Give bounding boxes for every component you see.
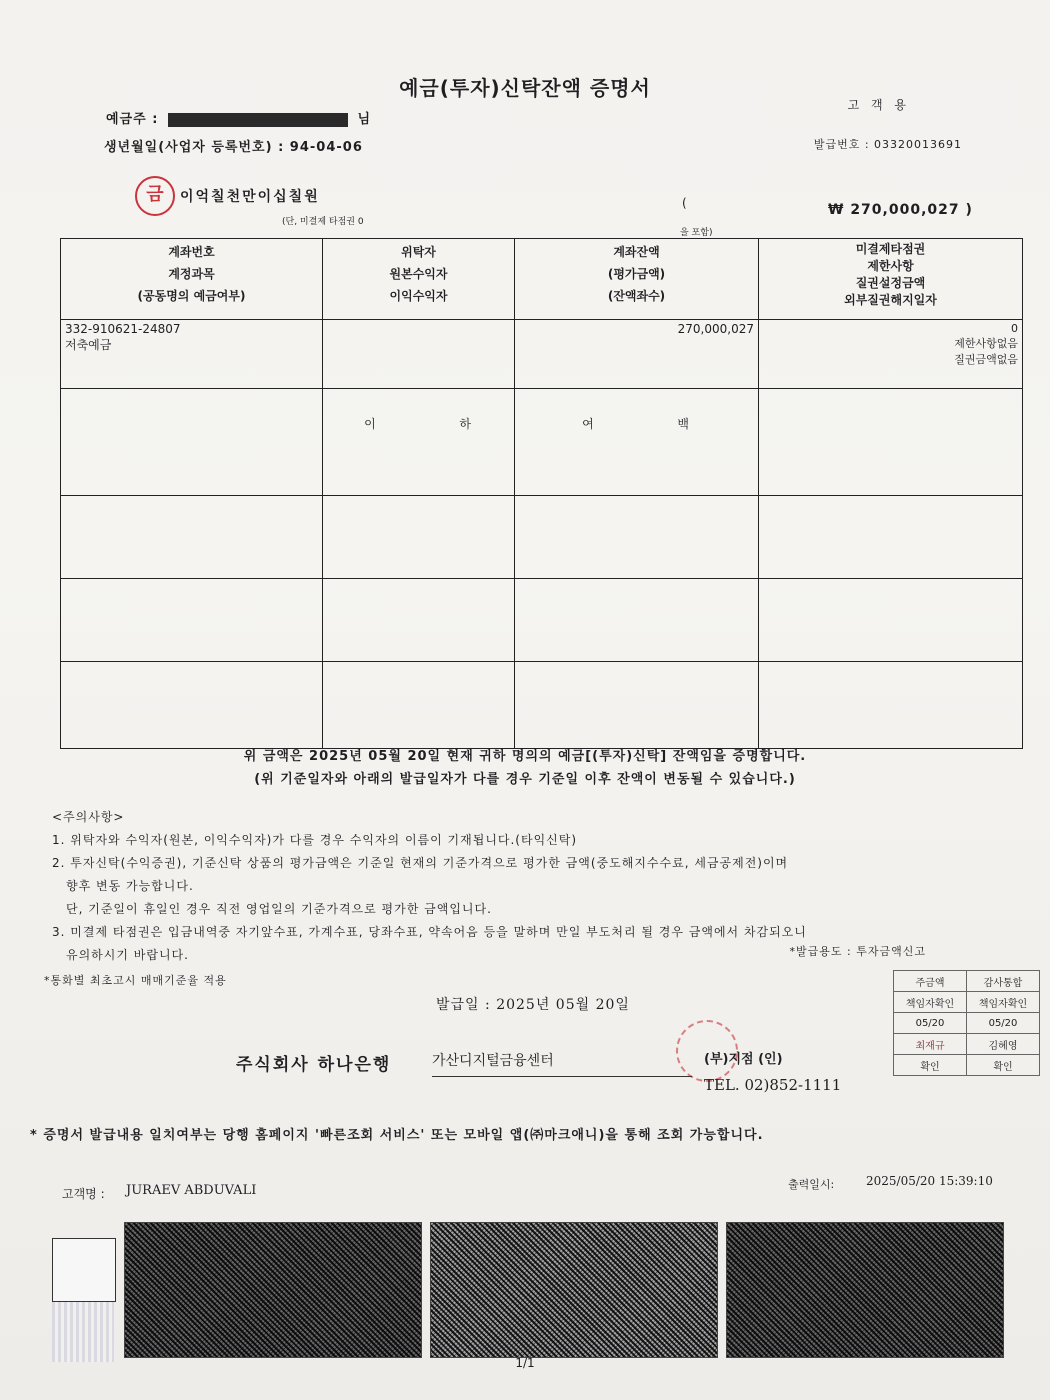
amount-seal-icon: 금 bbox=[135, 176, 175, 216]
document-title: 예금(투자)신탁잔액 증명서 bbox=[399, 76, 651, 100]
header-uncleared: 미결제타점권 제한사항 질권설정금액 외부질권해지일자 bbox=[759, 239, 1023, 320]
customer-name: JURAEV ABDUVALI bbox=[126, 1183, 257, 1198]
holder-suffix: 님 bbox=[357, 112, 372, 127]
note-item: 유의하시기 바랍니다. bbox=[66, 948, 189, 962]
table-header-row bbox=[61, 239, 1023, 320]
branch-tel: TEL. 02)852-1111 bbox=[704, 1076, 842, 1094]
holder-label: 예금주 : bbox=[106, 112, 159, 127]
amount-note: (단, 미결제 타점권 0 bbox=[282, 217, 364, 227]
table-row bbox=[61, 662, 1023, 749]
bank-name: 주식회사 하나은행 bbox=[236, 1055, 392, 1075]
blank-mark: 하 bbox=[459, 417, 473, 431]
restriction-value: 제한사항없음 bbox=[954, 337, 1018, 350]
header-trustor: 위탁자 원본수익자 이익수익자 bbox=[323, 239, 515, 320]
dob-line: 생년월일(사업자 등록번호) : 94-04-06 bbox=[104, 140, 363, 155]
approval-confirm: 확인 bbox=[894, 1055, 967, 1076]
uncleared-value: 0 bbox=[1011, 322, 1018, 335]
fx-note: *통화별 최초고시 매매기준율 적용 bbox=[44, 974, 227, 987]
table-row bbox=[61, 496, 1023, 579]
table-row bbox=[61, 579, 1023, 662]
note-item: 향후 변동 가능합니다. bbox=[66, 879, 194, 893]
blank-mark: 여 bbox=[582, 417, 596, 431]
verification-note: * 증명서 발급내용 일치여부는 당행 홈페이지 '빠른조회 서비스' 또는 모바일 앱(㈜마크애니)을 통해 조회 가능합니다. bbox=[30, 1128, 764, 1143]
uncleared-cell bbox=[759, 320, 1023, 389]
copy-type-label: 고 객 용 bbox=[847, 98, 910, 112]
table-row bbox=[61, 320, 1023, 389]
holder-line bbox=[106, 108, 371, 127]
approval-label: 감사통합 bbox=[967, 971, 1040, 992]
notes-section bbox=[52, 806, 807, 967]
approval-label: 책임자확인 bbox=[894, 992, 967, 1013]
header-account: 계좌번호 계정과목 (공동명의 예금여부) bbox=[61, 239, 323, 320]
blank-mark: 백 bbox=[677, 417, 691, 431]
security-code-1 bbox=[124, 1222, 422, 1358]
redacted-name bbox=[168, 113, 348, 127]
approver-name: 최재규 bbox=[894, 1034, 967, 1055]
print-time: 2025/05/20 15:39:10 bbox=[866, 1174, 993, 1188]
approval-box bbox=[893, 970, 1040, 1076]
qr-placeholder-icon bbox=[52, 1238, 116, 1302]
approval-confirm: 확인 bbox=[967, 1055, 1040, 1076]
branch-dept: (부)지점 (인) bbox=[704, 1052, 783, 1067]
approval-date: 05/20 bbox=[967, 1013, 1040, 1034]
security-code-2 bbox=[430, 1222, 718, 1358]
print-label: 출력일시: bbox=[788, 1178, 835, 1191]
security-code-3 bbox=[726, 1222, 1004, 1358]
notes-heading: <주의사항> bbox=[52, 810, 125, 824]
note-item: 단, 기준일이 휴일인 경우 직전 영업일의 기준가격으로 평가한 금액입니다. bbox=[66, 902, 492, 916]
balance-table bbox=[60, 238, 1023, 749]
certification-line-1: 위 금액은 2025년 05월 20일 현재 귀하 명의의 예금[(투자)신탁] 잔액임을 증명합니다. bbox=[243, 749, 807, 764]
blank-mark: 이 bbox=[364, 417, 378, 431]
issue-purpose: *발급용도 : 투자금액신고 bbox=[789, 945, 926, 958]
amount-note-end: 을 포함) bbox=[680, 228, 713, 238]
amount-paren: ( bbox=[682, 196, 687, 210]
approval-label: 주금액 bbox=[894, 971, 967, 992]
balance-cell bbox=[515, 320, 759, 389]
note-item: 1. 위탁자와 수익자(원본, 이익수익자)가 다를 경우 수익자의 이름이 기재됩니다.(타익신탁) bbox=[52, 833, 578, 847]
balance-value: 270,000,027 bbox=[677, 322, 754, 336]
approver-name: 김혜영 bbox=[967, 1034, 1040, 1055]
account-cell bbox=[61, 320, 323, 389]
table-row bbox=[61, 389, 1023, 496]
watermark-icon bbox=[52, 1302, 114, 1362]
note-item: 2. 투자신탁(수익증권), 기준신탁 상품의 평가금액은 기준일 현재의 기준가격으로 평가한 금액(중도해지수수료, 세금공제전)이며 bbox=[52, 856, 789, 870]
branch-name: 가산디지털금융센터 bbox=[432, 1050, 692, 1077]
issue-number: 발급번호 : 03320013691 bbox=[813, 138, 962, 151]
page-indicator: 1/1 bbox=[515, 1356, 535, 1370]
account-number: 332-910621-24807 bbox=[65, 322, 181, 336]
issue-date: 발급일 : 2025년 05월 20일 bbox=[436, 997, 630, 1013]
trustor-cell bbox=[323, 320, 515, 389]
account-type: 저축예금 bbox=[65, 338, 112, 352]
amount-number: ₩ 270,000,027 ) bbox=[828, 202, 973, 218]
header-balance: 계좌잔액 (평가금액) (잔액좌수) bbox=[515, 239, 759, 320]
approval-label: 책임자확인 bbox=[967, 992, 1040, 1013]
customer-label: 고객명 : bbox=[62, 1187, 105, 1201]
amount-korean: 이억칠천만이십칠원 bbox=[180, 189, 320, 205]
pledge-value: 질권금액없음 bbox=[954, 353, 1018, 366]
note-item: 3. 미결제 타점권은 입금내역중 자기앞수표, 가계수표, 당좌수표, 약속어음 등을 말하며 만일 부도처리 될 경우 금액에서 차감되오니 bbox=[52, 925, 807, 939]
approval-date: 05/20 bbox=[894, 1013, 967, 1034]
certification-line-2: (위 기준일자와 아래의 발급일자가 다를 경우 기준일 이후 잔액이 변동될 수 있습니다.) bbox=[254, 772, 796, 787]
